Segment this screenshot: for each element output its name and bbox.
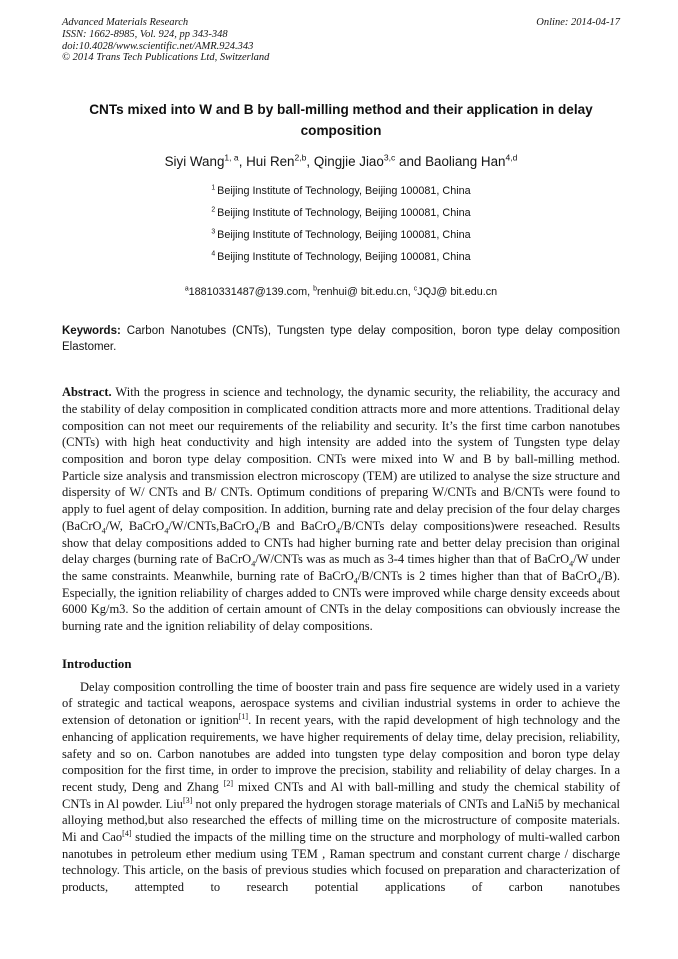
online-date: Online: 2014-04-17 xyxy=(536,17,620,28)
affiliation-4: $^4$ Beijing Institute of Technology, Beijing 100081, China xyxy=(211,250,471,264)
authors-line: Siyi Wang$^{1, a}$, Hui Ren$^{2,b}$, Qingjie Jiao$^{3,c}$ and Baoliang Han$^{4,d}$ xyxy=(164,152,518,170)
journal-info-block xyxy=(62,17,269,64)
keywords-label: Keywords: xyxy=(62,325,121,338)
journal-copyright-line: © 2014 Trans Tech Publications Ltd, Switzerland xyxy=(62,52,270,64)
affiliations-block xyxy=(62,185,620,264)
keywords-paragraph xyxy=(62,324,620,355)
affiliation-3: $^3$ Beijing Institute of Technology, Beijing 100081, China xyxy=(211,228,471,242)
keywords-text: Carbon Nanotubes (CNTs), Tungsten type delay composition, boron type delay composition Elastomer. xyxy=(62,325,620,353)
affiliation-2: $^2$ Beijing Institute of Technology, Beijing 100081, China xyxy=(211,206,471,220)
section-heading-introduction: Introduction xyxy=(62,656,132,671)
journal-doi-line: doi:10.4028/www.scientific.net/AMR.924.343 xyxy=(62,40,254,52)
abstract-label: Abstract. xyxy=(62,385,112,400)
abstract-paragraph xyxy=(62,384,620,635)
journal-header xyxy=(62,17,620,64)
introduction-paragraph: Delay composition controlling the time of booster train and pass fire sequence are widely used in a variety of strategic and tactical weapons, aerospace systems and civilian industrial systems in order to achieve the extension of detonation or ignition[1]. In recent years, with the rapid development of high technology and the enhancing of application requirements, we have higher requirements of delay time, delay precision, reliability, safety and so on. Carbon nanotubes are added into tungsten type delay composition and boron type delay composition for the first time, in order to improve the precision, stability and reliability of delay charges. In a recent study, Deng and Zhang [2] mixed CNTs and Al with ball-milling and study the chemical stability of CNTs in Al powder. Liu[3] not only prepared the hydrogen storage materials of CNTs and LaNi5 by mechanical alloying method,but also researched the effects of milling time on the microstructure of composite materials. Mi and Cao[4] studied the impacts of the milling time on the structure and morphology of multi-walled carbon nanotubes in petroleum ether medium using TEM , Raman spectrum and constant current charge / discharge technology. This article, on the basis of previous studies which focused on preparation and characterization of products, attempted to research potential applications of carbon nanotubes xyxy=(62,679,620,895)
journal-name: Advanced Materials Research xyxy=(62,17,189,28)
abstract-text: With the progress in science and technology, the dynamic security, the reliability, the accuracy and the stability of delay composition in complicated condition attracts more and more attentions. Traditional delay composition can not meet our requirements of the reliability and security. It’s the first time carbon nanotubes (CNTs) with high heat conductivity and high intensity are added into the system of Tungsten type delay composition and boron type delay composition. CNTs were mixed into W and B by ball-milling method. Particle size analysis and transmission electron microscopy (TEM) are utilized to analyse the size structure and dispersity of W/ CNTs and B/ CNTs. Optimum conditions of preparing W/CNTs and B/CNTs were found to apply to fuel agent of delay composition. In addition, burning rate and delay precision of the four delay charges (BaCrO$_4$/W, BaCrO$_4$/W/CNTs,BaCrO$_4$/B and BaCrO$_4$/B/CNTs delay compositions)were reseached. Results show that delay compositions added to CNTs had higher burning rate and better delay precision than original delay charges (burning rate of BaCrO$_4$/W/CNTs was as much as 3-4 times higher than that of BaCrO$_4$/W under the same constraints. Meanwhile, burning rate of BaCrO$_4$/B/CNTs is 2 times higher than that of BaCrO$_4$/B). Especially, the ignition reliability of charges added to CNTs were improved while charge density exceeds about 6000 Kg/m3. So the addition of certain amount of CNTs in the delay compositions can obviously increase the burning rate and the ignition reliability of delay compositions. xyxy=(62,385,620,634)
affiliation-1: $^1$ Beijing Institute of Technology, Beijing 100081, China xyxy=(211,184,471,198)
paper-title: CNTs mixed into W and B by ball-milling method and their application in delay composition xyxy=(89,102,593,139)
author-emails: $^a$18810331487@139.com, $^b$renhui@ bit.edu.cn, $^c$JQJ@ bit.edu.cn xyxy=(184,285,498,299)
journal-issn-line: ISSN: 1662-8985, Vol. 924, pp 343-348 xyxy=(62,28,228,40)
